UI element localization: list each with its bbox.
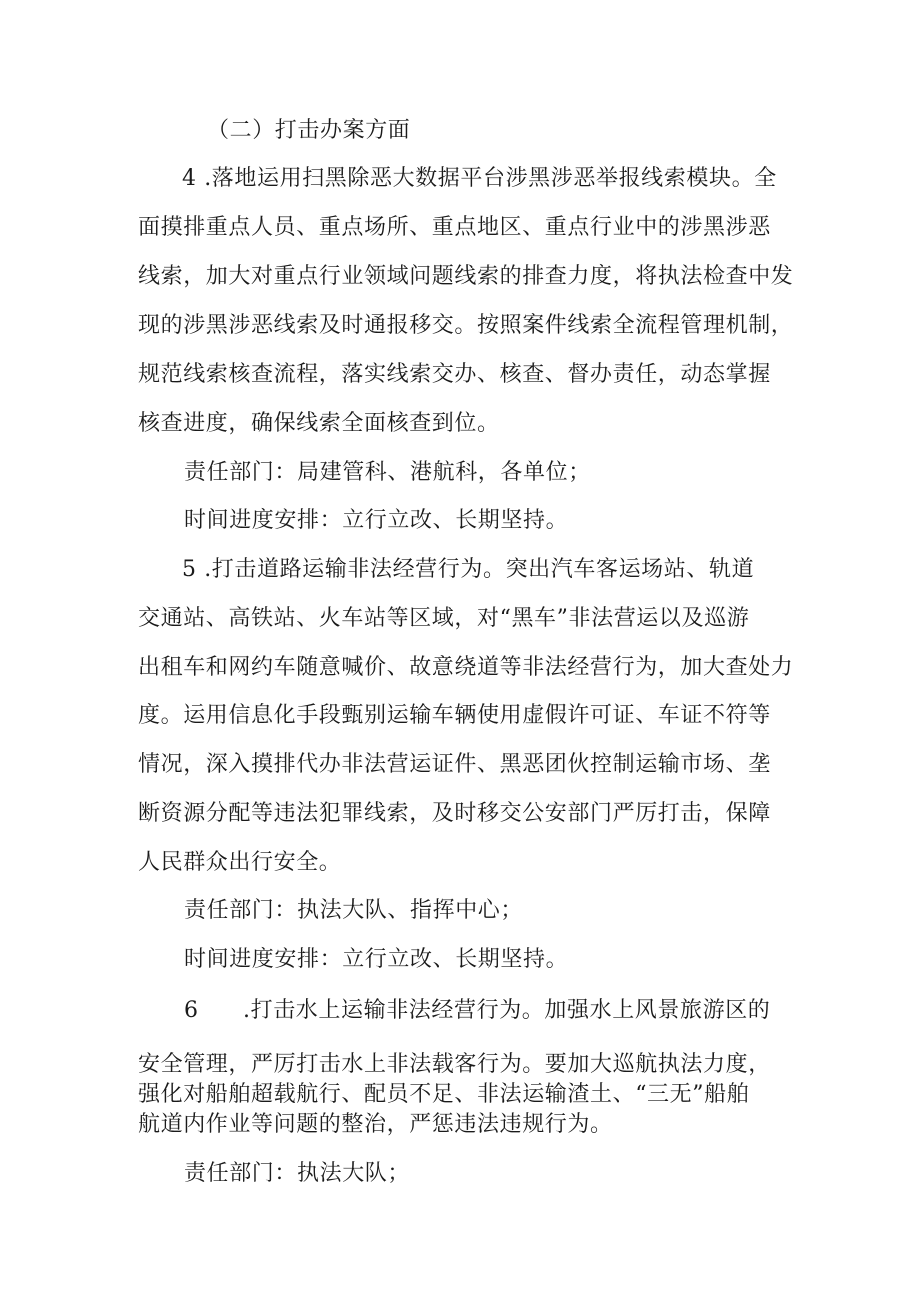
- item5-schedule: 时间进度安排：立行立改、长期坚持。: [184, 947, 569, 972]
- item4-line-6: 核查进度，确保线索全面核查到位。: [138, 411, 500, 436]
- item4-line-5: 规范线索核查流程，落实线索交办、核查、督办责任，动态掌握: [138, 362, 771, 387]
- item5-line-7: 人民群众出行安全。: [138, 850, 342, 875]
- item5-line-6: 断资源分配等违法犯罪线索，及时移交公安部门严厉打击，保障: [138, 801, 771, 826]
- item4-line-2: 面摸排重点人员、重点场所、重点地区、重点行业中的涉黑涉恶: [138, 215, 771, 240]
- item5-line-5: 情况，深入摸排代办非法营运证件、黑恶团伙控制运输市场、垄: [138, 752, 771, 777]
- item4-line-3: 线索，加大对重点行业领域问题线索的排查力度，将执法检查中发: [138, 264, 794, 289]
- item6-line-1: .打击水上运输非法经营行为。加强水上风景旅游区的: [243, 998, 771, 1023]
- item5-line-2: 交通站、高铁站、火车站等区域，对“黑车”非法营运以及巡游: [138, 606, 750, 631]
- item6-line-3: 强化对船舶超载航行、配员不足、非法运输渣土、“三无”船舶: [138, 1082, 750, 1107]
- item4-line-4: 现的涉黑涉恶线索及时通报移交。按照案件线索全流程管理机制，: [138, 313, 794, 338]
- item5-line-3: 出租车和网约车随意喊价、故意绕道等非法经营行为，加大查处力: [138, 655, 794, 680]
- item6-line-4: 航道内作业等问题的整治，严惩违法违规行为。: [138, 1112, 613, 1137]
- item5-responsible: 责任部门：执法大队、指挥中心；: [184, 898, 524, 923]
- section-heading: （二）打击办案方面: [207, 118, 411, 143]
- item6-line-2: 安全管理，严厉打击水上非法载客行为。要加大巡航执法力度，: [138, 1052, 771, 1077]
- item5-line-4: 度。运用信息化手段甄别运输车辆使用虚假许可证、车证不符等: [138, 703, 771, 728]
- item4-responsible: 责任部门：局建管科、港航科，各单位；: [184, 460, 591, 485]
- item6-number: 6: [184, 998, 199, 1023]
- item4-schedule: 时间进度安排：立行立改、长期坚持。: [184, 508, 569, 533]
- item6-responsible: 责任部门：执法大队；: [184, 1161, 411, 1186]
- item4-line-1: 4 .落地运用扫黑除恶大数据平台涉黑涉恶举报线索模块。全: [182, 166, 777, 191]
- item5-line-1: 5 .打击道路运输非法经营行为。突出汽车客运场站、轨道: [182, 557, 755, 582]
